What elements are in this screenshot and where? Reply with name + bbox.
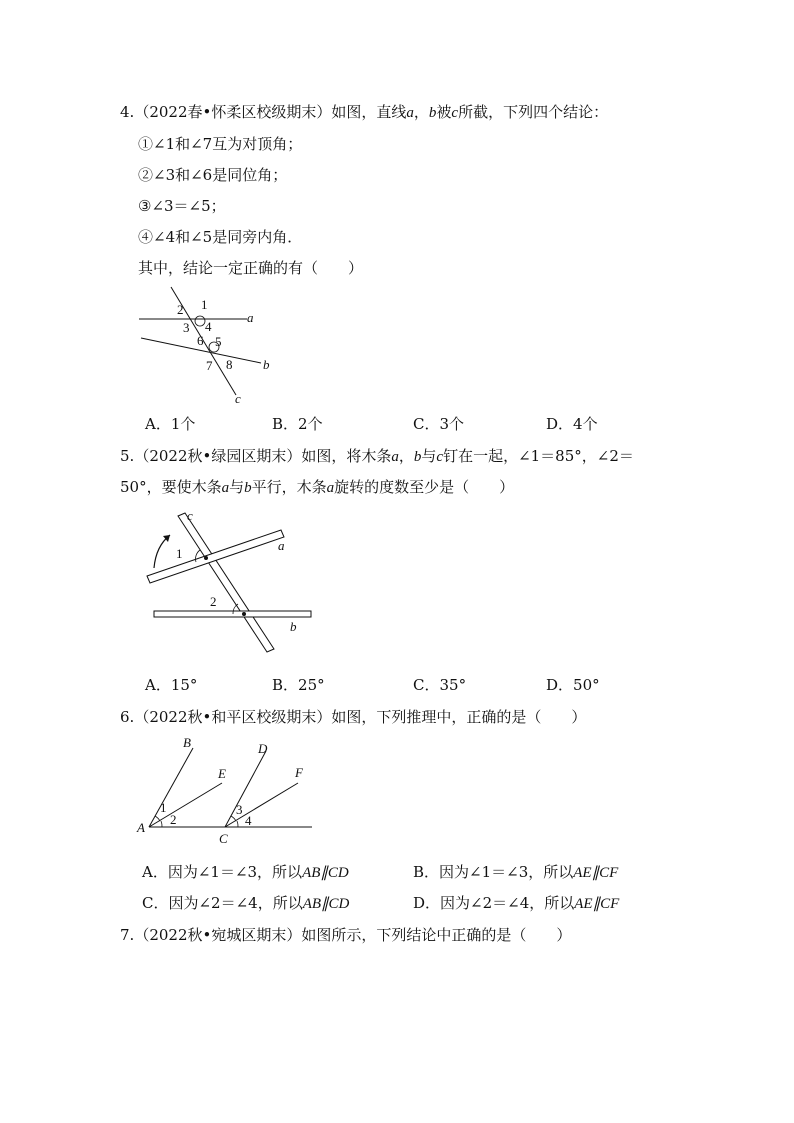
q4-figure — [133, 285, 313, 410]
q4-label-c: c — [235, 391, 241, 406]
q5-option-a: A．15° — [145, 676, 198, 694]
q4-label-1: 1 — [201, 297, 208, 312]
q4-statement-2: ②∠3和∠6是同位角； — [138, 166, 288, 184]
q4-option-d: D．4个 — [546, 415, 598, 433]
q5-option-c: C．35° — [413, 676, 467, 694]
q4-label-7: 7 — [206, 358, 213, 373]
q4-statement-4: ④∠4和∠5是同旁内角． — [138, 228, 303, 246]
q4-statement-1: ①∠1和∠7互为对顶角； — [138, 135, 303, 153]
q6-option-a: A．因为∠1＝∠3，所以AB∥CD — [142, 863, 349, 881]
q4-label-5: 5 — [215, 334, 222, 349]
q5-label-1: 1 — [176, 546, 183, 561]
q4-question: 其中，结论一定正确的有（ ） — [138, 259, 364, 277]
q5-label-a: a — [278, 538, 285, 553]
q5-label-2: 2 — [210, 594, 217, 609]
q4-label-4: 4 — [205, 319, 212, 334]
q6-label-A: A — [137, 820, 145, 835]
q6-label-1: 1 — [160, 800, 167, 815]
q5-option-d: D．50° — [546, 676, 600, 694]
q6-figure — [135, 733, 325, 848]
q4-stem: 4.（2022春•怀柔区校级期末）如图，直线a，b被c所截，下列四个结论： — [120, 103, 609, 121]
q6-label-B: B — [183, 735, 191, 750]
q4-label-b: b — [263, 357, 270, 372]
q6-stem: 6.（2022秋•和平区校级期末）如图，下列推理中，正确的是（ ） — [120, 708, 587, 726]
q4-label-8: 8 — [226, 357, 233, 372]
q4-option-a: A．1个 — [145, 415, 196, 433]
q6-label-4: 4 — [245, 813, 252, 828]
q5-stem-line-1: 5.（2022秋•绿园区期末）如图，将木条a，b与c钉在一起，∠1＝85°，∠2＝ — [120, 447, 634, 465]
q4-label-3: 3 — [183, 320, 190, 335]
q6-option-c: C．因为∠2＝∠4，所以AB∥CD — [142, 894, 350, 912]
q4-option-c: C．3个 — [413, 415, 465, 433]
q5-option-b: B．25° — [272, 676, 325, 694]
q6-label-F: F — [295, 765, 303, 780]
q4-label-2: 2 — [177, 302, 184, 317]
q6-option-d: D．因为∠2＝∠4，所以AE∥CF — [413, 894, 620, 912]
q6-option-b: B．因为∠1＝∠3，所以AE∥CF — [413, 863, 619, 881]
q5-label-c: c — [187, 508, 193, 523]
q5-label-b: b — [290, 619, 297, 634]
q5-figure — [140, 510, 340, 660]
q6-label-2: 2 — [170, 812, 177, 827]
q4-label-6: 6 — [197, 333, 204, 348]
q5-stem-line-2: 50°，要使木条a与b平行，木条a旋转的度数至少是（ ） — [120, 478, 515, 496]
q4-statement-3: ③∠3＝∠5； — [138, 197, 226, 215]
q6-label-E: E — [218, 766, 226, 781]
q6-label-D: D — [258, 741, 268, 756]
q4-label-a: a — [247, 310, 254, 325]
q7-stem: 7.（2022秋•宛城区期末）如图所示，下列结论中正确的是（ ） — [120, 926, 572, 944]
q6-label-3: 3 — [236, 802, 243, 817]
q6-label-C: C — [219, 831, 228, 846]
q4-option-b: B．2个 — [272, 415, 323, 433]
